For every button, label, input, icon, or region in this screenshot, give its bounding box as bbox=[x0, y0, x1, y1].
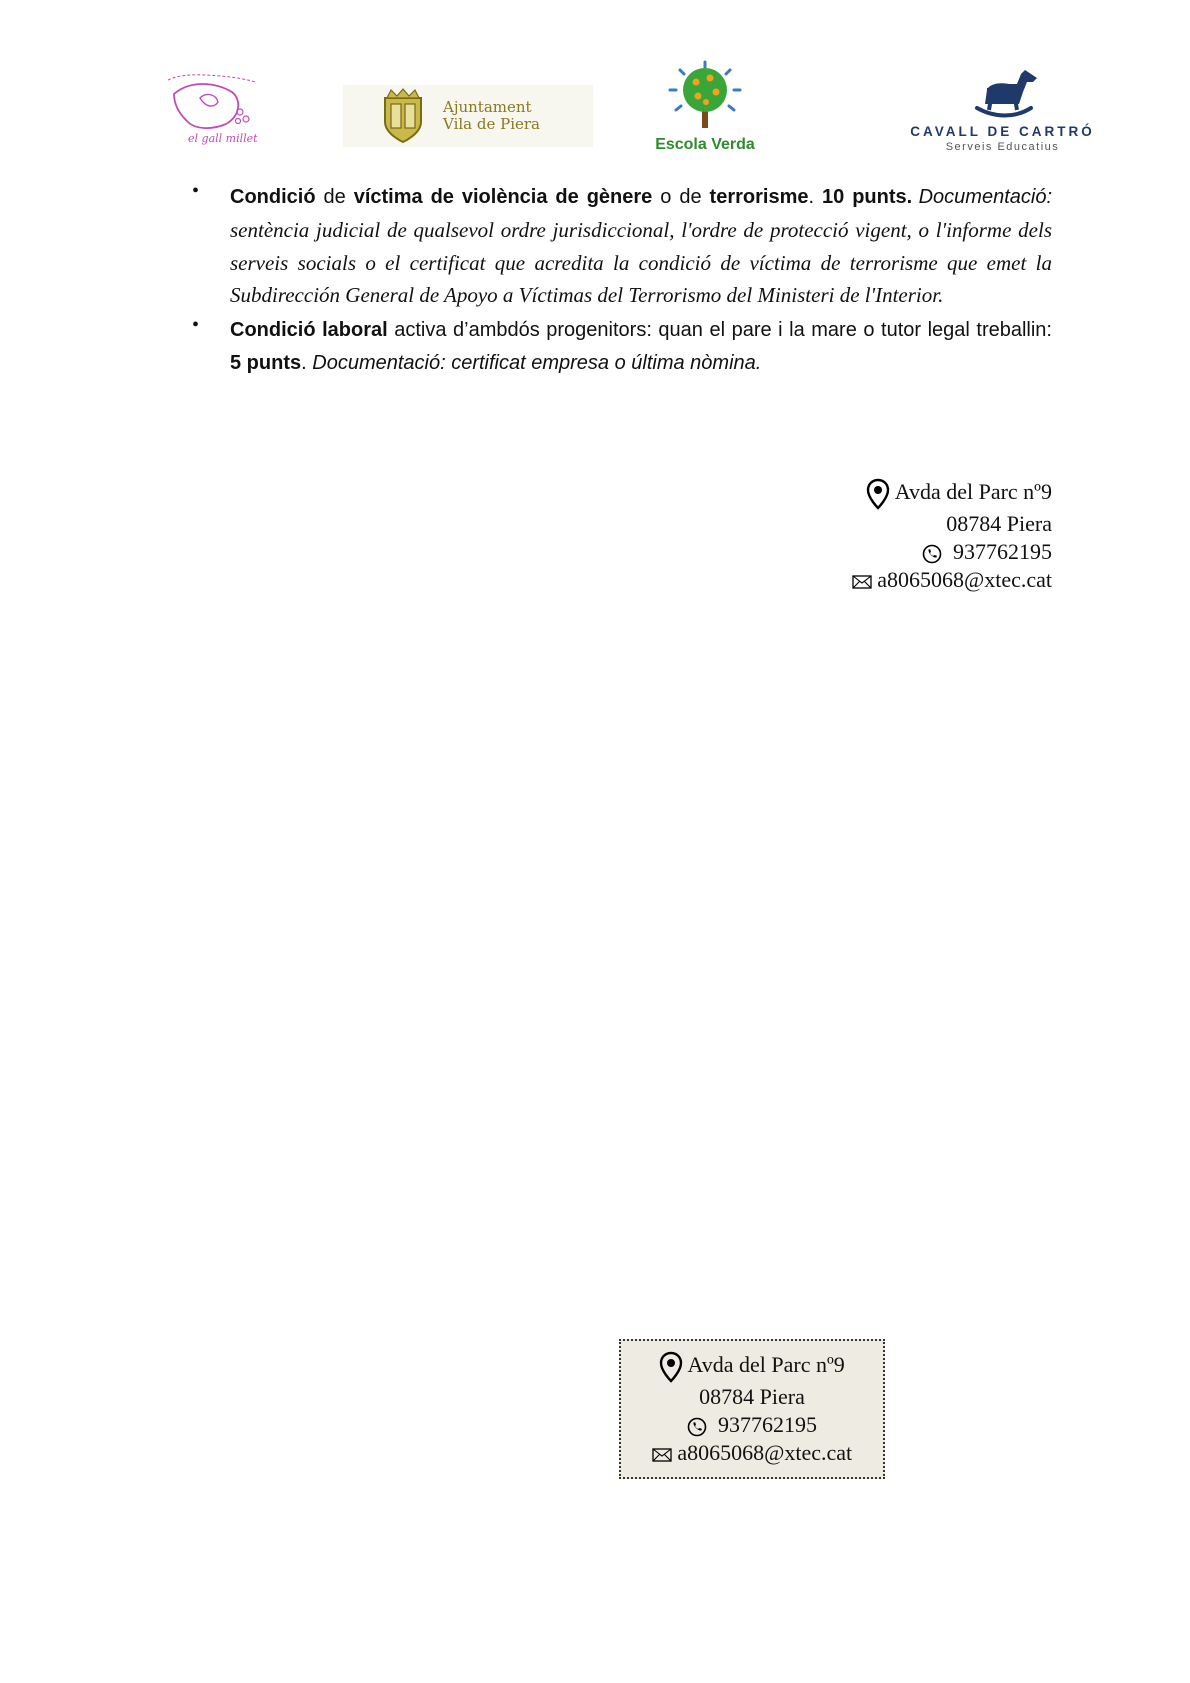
logo-ajuntament-text bbox=[443, 99, 540, 133]
address-box-street-row bbox=[621, 1351, 883, 1383]
coat-of-arms-icon bbox=[373, 88, 433, 144]
phone-icon bbox=[922, 544, 942, 564]
map-pin-icon bbox=[659, 1351, 683, 1383]
phone-icon bbox=[687, 1417, 707, 1437]
item1-p1: Condició bbox=[230, 186, 316, 208]
address-street: Avda del Parc nº9 bbox=[894, 479, 1052, 505]
address-street-row bbox=[852, 478, 1052, 510]
list-item bbox=[190, 314, 1052, 380]
address-phone: 937762195 bbox=[953, 539, 1052, 564]
item1-doc-label: Documentació: bbox=[918, 186, 1053, 208]
logo-cavall-de-cartro bbox=[905, 68, 1100, 158]
bullet-icon: • bbox=[192, 313, 200, 336]
logo-cavall-subtitle: Serveis Educatius bbox=[945, 141, 1060, 153]
address-phone-row bbox=[852, 538, 1052, 566]
address-block bbox=[852, 478, 1052, 594]
address-email[interactable]: a8065068@xtec.cat bbox=[877, 567, 1052, 592]
item2-p2: activa d’ambdós progenitors: quan el pare i la mare o tutor legal treballin: bbox=[387, 318, 1052, 341]
address-box-city: 08784 Piera bbox=[699, 1384, 805, 1409]
item2-p1: Condició laboral bbox=[230, 318, 388, 341]
logo-ajuntament-line2: Vila de Piera bbox=[443, 115, 541, 133]
logo-gall-millet bbox=[160, 72, 265, 152]
address-box-email[interactable]: a8065068@xtec.cat bbox=[677, 1440, 853, 1465]
item1-points: 10 punts. bbox=[822, 186, 913, 208]
address-box-email-row bbox=[621, 1439, 883, 1467]
logo-ajuntament-line1: Ajuntament bbox=[443, 98, 532, 116]
item1-p5: terrorisme bbox=[709, 186, 809, 208]
item2-p4: . bbox=[301, 351, 313, 374]
item2-doc: Documentació: certificat empresa o última nòmina. bbox=[312, 351, 762, 374]
item1-doc-text: sentència judicial de qualsevol ordre jurisdiccional, l'ordre de protecció vigent, o l'informe dels serveis socials o el certificat que acredita la condició de víctima de terrorisme que emet la Subdirección General de Apoyo a Víctimas del Terrorismo del Ministeri de l'Interior. bbox=[230, 218, 1052, 307]
address-box-phone: 937762195 bbox=[718, 1412, 817, 1437]
criteria-list bbox=[190, 180, 1052, 380]
item1-p4: o de bbox=[652, 186, 710, 208]
address-email-row bbox=[852, 566, 1052, 594]
logo-gall-text: el gall millet bbox=[188, 132, 258, 145]
list-item bbox=[190, 180, 1052, 312]
item1-p6: . bbox=[808, 186, 822, 208]
item1-p3: víctima de violència de gènere bbox=[353, 186, 653, 208]
address-city: 08784 Piera bbox=[946, 511, 1052, 536]
map-pin-icon bbox=[866, 478, 890, 510]
logo-ajuntament bbox=[343, 85, 593, 147]
tree-icon bbox=[640, 60, 770, 136]
envelope-icon bbox=[652, 1448, 672, 1462]
logo-escola-verda-text: Escola Verda bbox=[655, 136, 755, 153]
logo-cavall-title: CAVALL DE CARTRÓ bbox=[910, 124, 1095, 139]
address-box-phone-row bbox=[621, 1411, 883, 1439]
address-box bbox=[619, 1339, 885, 1479]
item2-points: 5 punts bbox=[230, 351, 302, 374]
item1-p2: de bbox=[315, 186, 354, 208]
rocking-horse-icon bbox=[905, 68, 1100, 124]
logo-escola-verda bbox=[640, 60, 770, 158]
bullet-icon: • bbox=[192, 180, 200, 202]
envelope-icon bbox=[852, 575, 872, 589]
address-box-street: Avda del Parc nº9 bbox=[687, 1352, 845, 1378]
